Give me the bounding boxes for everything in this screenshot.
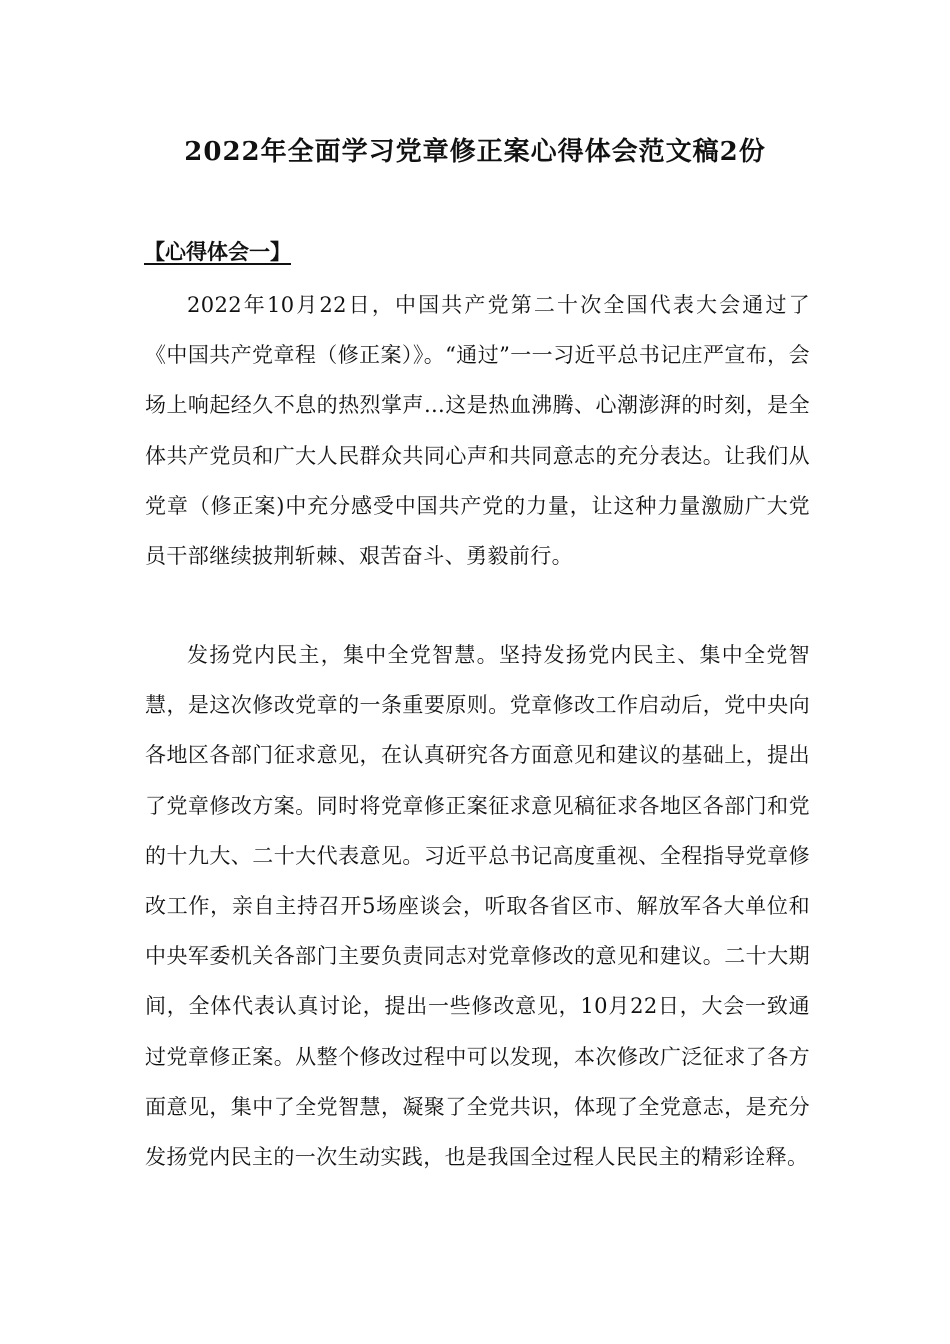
paragraph-2: 发扬党内民主，集中全党智慧。坚持发扬党内民主、集中全党智慧，是这次修改党章的一条重要原则。党章修改工作启动后，党中央向各地区各部门征求意见，在认真研究各方面意见和建议的基础上，提出了党章修改方案。同时将党章修正案征求意见稿征求各地区各部门和党的十九大、二十大代表意见。习近平总书记高度重视、全程指导党章修改工作，亲自主持召开5场座谈会，听取各省区市、解放军各大单位和中央军委机关各部门主要负责同志对党章修改的意见和建议。二十大期间，全体代表认真讨论，提出一些修改意见，10月22日，大会一致通过党章修正案。从整个修改过程中可以发现，本次修改广泛征求了各方面意见，集中了全党智慧，凝聚了全党共识，体现了全党意志，是充分发扬党内民主的一次生动实践，也是我国全过程人民民主的精彩诠释。 [145, 643, 810, 1170]
paragraph-1: 2022年10月22日，中国共产党第二十次全国代表大会通过了《中国共产党章程（修正案）》。“通过”一一习近平总书记庄严宣布，会场上响起经久不息的热烈掌声…这是热血沸腾、心潮澎湃的时刻，是全体共产党员和广大人民群众共同心声和共同意志的充分表达。让我们从党章（修正案)中充分感受中国共产党的力量，让这种力量激励广大党员干部继续披荆斩棘、艰苦奋斗、勇毅前行。 [145, 293, 810, 569]
document-title: 2022年全面学习党章修正案心得体会范文稿2份 [184, 137, 766, 167]
section-heading: 【心得体会一】 [144, 239, 291, 264]
